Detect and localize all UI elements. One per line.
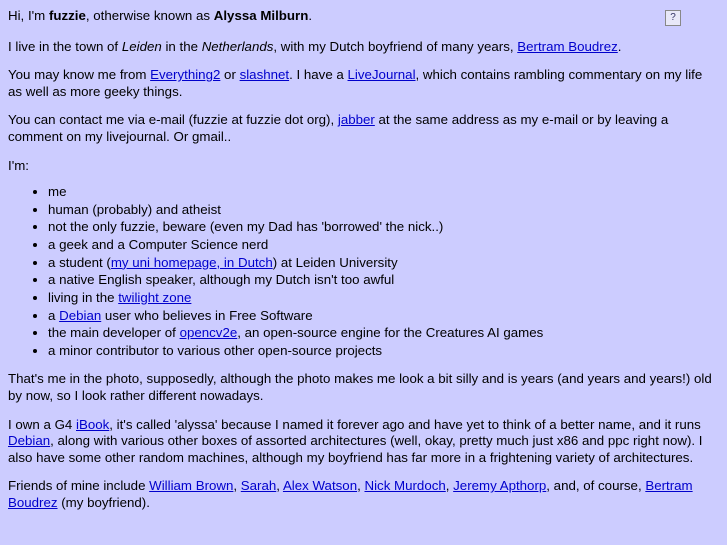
list-item-text: a native English speaker, although my Dutch isn't too awful [48,272,395,288]
list-item [48,202,717,219]
list-item [48,308,717,325]
intro-text-1: Hi, I'm [8,8,49,23]
list-item-text: a geek and a Computer Science nerd [48,237,269,253]
photo-paragraph: That's me in the photo, supposedly, although the photo makes me look a bit silly and is years (and years and years!) old by now, so I look rather different nowadays. [8,371,712,403]
list-item [48,343,717,360]
list-item [48,219,717,236]
intro-text-2: , otherwise known as [85,8,214,23]
list-item [48,255,717,272]
list-item [48,184,717,201]
friends-sep-4: , [445,478,454,494]
broken-image-placeholder-icon: ? [665,10,681,26]
list-item [48,325,717,342]
know-me-text-2: or [220,67,240,83]
friends-sep-1: , [233,478,241,494]
intro-paragraph [8,8,717,25]
link-jabber[interactable]: jabber [337,112,375,128]
friends-text-1: Friends of mine include [8,478,150,494]
link-jeremy-apthorp[interactable]: Jeremy Apthorp [453,478,547,494]
list-item-text: not the only fuzzie, beware (even my Dad has 'borrowed' the nick..) [48,219,444,235]
im-list [8,184,717,359]
friends-text-2: , and, of course, [546,478,646,494]
link-bertram-boudrez[interactable]: Bertram Boudrez [517,38,618,54]
link-debian[interactable]: Debian [59,307,102,323]
list-item-text-pre: a [48,307,60,323]
contact-paragraph [8,112,717,145]
ibook-paragraph [8,417,717,467]
list-item [48,290,717,307]
list-item [48,237,717,254]
list-item [48,272,717,289]
list-item-text: a minor contributor to various other open-source projects [48,342,383,358]
contact-text-2: at the same address as my e-mail or by leaving a comment on my livejournal. Or gmail.. [8,112,669,145]
link-openc2e[interactable]: opencv2e [179,325,238,341]
list-item-text-pre: the main developer of [48,325,180,341]
list-item-text-pre: a student ( [48,254,111,270]
nickname: fuzzie [48,8,86,23]
know-me-text-3: . I have a [289,67,348,83]
link-alex-watson[interactable]: Alex Watson [282,478,358,494]
link-debian-2[interactable]: Debian [8,433,51,449]
link-livejournal[interactable]: LiveJournal [347,67,416,83]
know-me-text-1: You may know me from [8,67,151,83]
location-text-4: . [617,38,622,54]
friends-text-3: (my boyfriend). [57,495,150,511]
link-slashnet[interactable]: slashnet [239,67,290,83]
city-name: Leiden [121,38,162,54]
im-label: I'm: [8,157,30,173]
ibook-text-3: , along with various other boxes of assorted architectures (well, okay, pretty much just x86 and ppc right now). I also have some other random machines, although my boyfriend has far more in a frightening variety of architectures. [8,433,703,465]
link-ibook[interactable]: iBook [76,416,110,432]
country-name: Netherlands [201,38,274,54]
link-william-brown[interactable]: William Brown [149,478,234,494]
friends-sep-2: , [276,478,283,494]
link-sarah[interactable]: Sarah [240,478,277,494]
real-name: Alyssa Milburn [213,8,309,23]
list-item-text: human (probably) and atheist [48,201,221,217]
list-item-text-pre: living in the [48,289,119,305]
location-paragraph [8,39,717,56]
link-uni-homepage[interactable]: my uni homepage, in Dutch [110,254,273,270]
contact-text-1: You can contact me via e-mail (fuzzie at fuzzie dot org), [8,112,338,128]
link-bertram-boudrez-2[interactable]: Bertram Boudrez [8,478,693,511]
list-item-text: me [48,184,67,200]
list-item-text-post: , an open-source engine for the Creatures AI games [237,325,544,341]
location-text-2: in the [161,38,202,54]
know-me-text-4: , which contains rambling commentary on my life as well as more geeky things. [8,67,703,99]
friends-paragraph [8,478,717,511]
link-nick-murdoch[interactable]: Nick Murdoch [364,478,446,494]
link-twilight-zone[interactable]: twilight zone [118,289,192,305]
location-text-3: , with my Dutch boyfriend of many years, [273,38,518,54]
location-text-1: I live in the town of [8,38,122,54]
list-item-text-post: ) at Leiden University [272,254,398,270]
list-item-text-post: user who believes in Free Software [101,307,313,323]
ibook-text-1: I own a G4 [8,416,76,432]
intro-text-3: . [308,8,313,23]
know-me-paragraph [8,67,717,100]
friends-sep-3: , [357,478,365,494]
ibook-text-2: , it's called 'alyssa' because I named it forever ago and have yet to think of a better name, and it runs [109,416,701,432]
link-everything2[interactable]: Everything2 [150,67,221,83]
